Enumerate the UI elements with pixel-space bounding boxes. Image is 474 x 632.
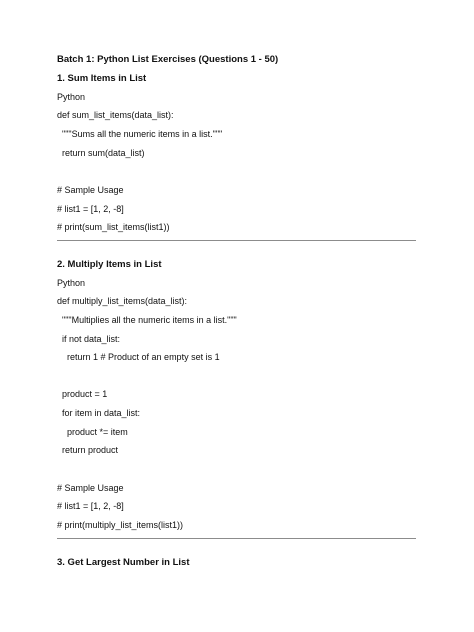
code-line: product = 1: [57, 389, 108, 399]
code-line: # list1 = [1, 2, -8]: [57, 501, 124, 511]
code-line: """Sums all the numeric items in a list.""": [57, 129, 223, 139]
section-divider: [57, 240, 416, 241]
section-1-language-label: Python: [57, 92, 86, 102]
code-line: # print(multiply_list_items(list1)): [57, 520, 184, 530]
code-line: for item in data_list:: [57, 408, 141, 418]
code-line: product *= item: [57, 427, 128, 437]
section-3-heading: 3. Get Largest Number in List: [57, 557, 190, 568]
section-divider: [57, 538, 416, 539]
code-line: # list1 = [1, 2, -8]: [57, 204, 124, 214]
code-line: return product: [57, 445, 119, 455]
batch-title: Batch 1: Python List Exercises (Questions 1 - 50): [57, 54, 279, 65]
section-2-heading: 2. Multiply Items in List: [57, 259, 162, 270]
section-2-language-label: Python: [57, 278, 86, 288]
code-line: def multiply_list_items(data_list):: [57, 296, 188, 306]
section-1-heading: 1. Sum Items in List: [57, 73, 147, 84]
code-line: return 1 # Product of an empty set is 1: [57, 352, 220, 362]
code-line: # Sample Usage: [57, 483, 124, 493]
code-line: """Multiplies all the numeric items in a list.""": [57, 315, 237, 325]
code-line: return sum(data_list): [57, 148, 145, 158]
code-line: # Sample Usage: [57, 185, 124, 195]
code-line: def sum_list_items(data_list):: [57, 110, 174, 120]
code-line: # print(sum_list_items(list1)): [57, 222, 170, 232]
code-line: if not data_list:: [57, 334, 121, 344]
